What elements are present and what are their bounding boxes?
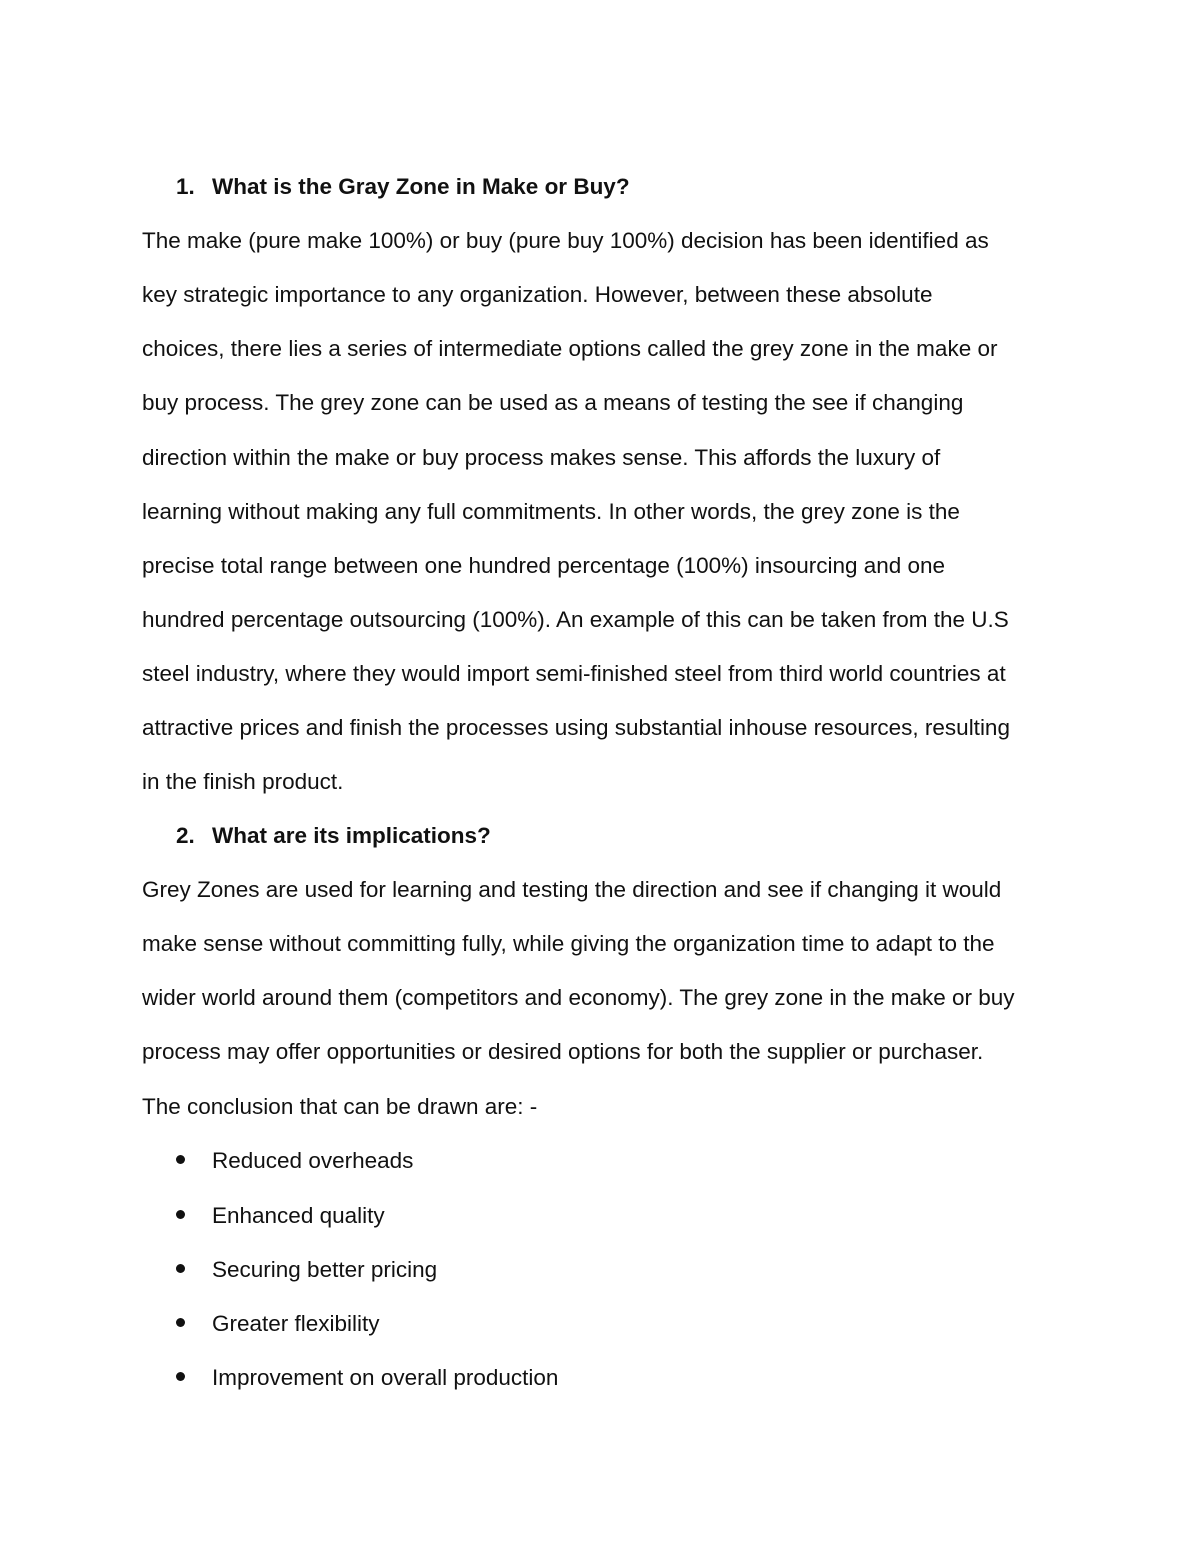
- section-2-title: What are its implications?: [212, 823, 491, 848]
- section-1-line: attractive prices and finish the processes using substantial inhouse resources, resulting: [142, 715, 1010, 740]
- section-1-line: in the finish product.: [142, 769, 344, 794]
- list-item: [176, 1310, 380, 1338]
- section-2-line: process may offer opportunities or desired options for both the supplier or purchaser.: [142, 1039, 984, 1064]
- section-1-number: 1.: [176, 174, 195, 199]
- list-item-label: Securing better pricing: [212, 1257, 438, 1282]
- section-1-line: The make (pure make 100%) or buy (pure buy 100%) decision has been identified as: [142, 228, 989, 253]
- section-1-line: buy process. The grey zone can be used as a means of testing the see if changing: [142, 390, 964, 415]
- list-item: [176, 1147, 413, 1175]
- list-item: [176, 1256, 437, 1284]
- list-item: [176, 1202, 385, 1230]
- section-1-line: choices, there lies a series of intermediate options called the grey zone in the make or: [142, 336, 998, 361]
- section-1-heading: [176, 173, 630, 201]
- list-item-label: Reduced overheads: [212, 1148, 414, 1173]
- list-item-label: Greater flexibility: [212, 1311, 380, 1336]
- section-1-line: hundred percentage outsourcing (100%). An example of this can be taken from the U.S: [142, 607, 1009, 632]
- section-1-line: precise total range between one hundred percentage (100%) insourcing and one: [142, 553, 946, 578]
- section-2-number: 2.: [176, 823, 195, 848]
- section-1-line: key strategic importance to any organization. However, between these absolute: [142, 282, 933, 307]
- section-2-line: Grey Zones are used for learning and testing the direction and see if changing it would: [142, 877, 1002, 902]
- section-2-line: make sense without committing fully, while giving the organization time to adapt to the: [142, 931, 995, 956]
- list-item-label: Improvement on overall production: [212, 1365, 559, 1390]
- section-1-line: direction within the make or buy process makes sense. This affords the luxury of: [142, 445, 941, 470]
- section-1-line: steel industry, where they would import semi-finished steel from third world countries at: [142, 661, 1006, 686]
- section-1-line: learning without making any full commitments. In other words, the grey zone is the: [142, 499, 960, 524]
- list-item-label: Enhanced quality: [212, 1203, 385, 1228]
- list-item: [176, 1364, 558, 1392]
- section-2-line: wider world around them (competitors and economy). The grey zone in the make or buy: [142, 985, 1015, 1010]
- section-2-line: The conclusion that can be drawn are: -: [142, 1094, 538, 1119]
- section-2-heading: [176, 822, 491, 850]
- section-1-title: What is the Gray Zone in Make or Buy?: [212, 174, 630, 199]
